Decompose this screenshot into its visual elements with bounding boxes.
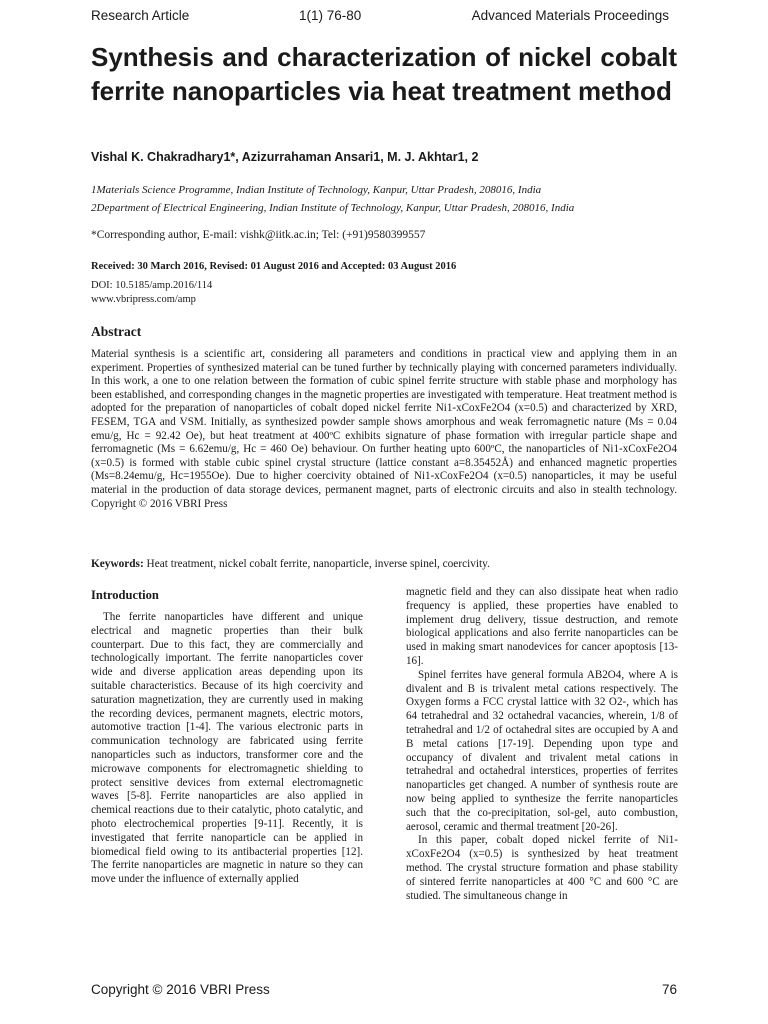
running-header [91, 8, 669, 26]
doi[interactable]: DOI: 10.5185/amp.2016/114 [91, 280, 213, 291]
introduction-right-column [406, 586, 678, 903]
keywords-text: Heat treatment, nickel cobalt ferrite, nanoparticle, inverse spinel, coercivity. [143, 558, 490, 570]
abstract-body: Material synthesis is a scientific art, considering all parameters and conditions in practical view and applying them in an experiment. Properties of synthesized material can be tuned further by technically playing with concerned parameters individually. In this work, a one to one relation between the formation of cubic spinel ferrite structure with stable phase and morphology has been established, and corresponding changes in the magnetic properties are investigated with temperature. Heat treatment method is adopted for the preparation of nanoparticles of cobalt doped nickel ferrite Ni1-xCoxFe2O4 (x=0.5) and characterized by XRD, FESEM, TGA and VSM. Initially, as synthesized powder sample shows amorphous and weak ferromagnetic nature (Ms = 0.04 emu/g, Hc = 92.42 Oe), but heat treatment at 400ºC exhibits signature of phase formation with irregular particle shape and ferromagnetic (Ms = 6.62emu/g, Hc = 460 Oe) behaviour. On further heating upto 600ºC, the nanoparticles of Ni1-xCoxFe2O4 (x=0.5) is formed with stable cubic spinel crystal structure (lattice constant a=8.35452Å) and enhanced magnetic properties (Ms=8.24emu/g, Hc=1955Oe). Due to higher coercivity obtained of Ni1-xCoxFe2O4 (x=0.5) nanoparticles, it may be useful material in the production of data storage devices, permanent magnet, parts of electronic circuits and also in stealth technology. Copyright © 2016 VBRI Press [91, 348, 677, 510]
intro-paragraph-3: In this paper, cobalt doped nickel ferrite of Ni1-xCoxFe2O4 (x=0.5) is synthesized by heat treatment method. The crystal structure formation and phase stability of sintered ferrite nanoparticles at 400 °C and 600 °C are studied. The simultaneous change in [406, 834, 678, 902]
page-number: 76 [662, 982, 678, 997]
journal-website-link[interactable]: www.vbripress.com/amp [91, 294, 196, 305]
affiliation-2: 2Department of Electrical Engineering, Indian Institute of Technology, Kanpur, Uttar Pradesh, 208016, India [91, 202, 575, 214]
introduction-left-column [91, 611, 363, 887]
volume-pages: 1(1) 76-80 [299, 8, 362, 23]
corresponding-author: *Corresponding author, E-mail: vishk@iitk.ac.in; Tel: (+91)9580399557 [91, 229, 426, 241]
article-type: Research Article [91, 8, 190, 23]
footer-copyright: Copyright © 2016 VBRI Press [91, 982, 270, 997]
intro-paragraph-1: The ferrite nanoparticles have different and unique electrical and magnetic properties than their bulk counterpart. Due to this fact, they are commercially and technologically important. The ferrite nanoparticles cover wide and diverse application areas depending upon its suitable characteristics. Because of its high coercivity and saturation magnetization, they are currently used in making the recording devices, permanent magnets, electric motors, automotive traction [1-4]. The various electronic parts in communication technology are fabricated using ferrite nanoparticles such as inductors, transformer core and the microwave components for electromagnetic shielding to protect sensitive devices from external electromagnetic waves [5-8]. Ferrite nanoparticles are also applied in chemical reactions due to their catalytic, photo catalytic, and photo electrochemical properties [9-11]. Recently, it is investigated that ferrite nanoparticle can be applied in biomedical field owing to its antibacterial properties [12]. The ferrite nanoparticles are magnetic in nature so they can move under the influence of externally applied [91, 611, 363, 886]
intro-paragraph-2: Spinel ferrites have general formula AB2O4, where A is divalent and B is trivalent metal cations respectively. The Oxygen forms a FCC crystal lattice with 32 O2-, which has 64 tetrahedral and 32 octahedral vacancies, wherein, 1/8 of tetrahedral and 1/2 of octahedral sites are occupied by A and B metal cations [17-19]. Depending upon type and occupancy of divalent and trivalent metal cations in tetrahedral and octahedral interstices, properties of ferrites nanoparticles get changed. A number of synthesis route are now being applied to synthesize the ferrite nanoparticles such that the co-precipitation, sol-gel, auto combustion, aerosol, ceramic and thermal treatment [20-26]. [406, 668, 678, 833]
keywords [91, 558, 677, 570]
affiliation-1: 1Materials Science Programme, Indian Institute of Technology, Kanpur, Uttar Pradesh, 208016, India [91, 184, 542, 196]
abstract-heading: Abstract [91, 324, 142, 339]
author-list: Vishal K. Chakradhary1*, Azizurrahaman Ansari1, M. J. Akhtar1, 2 [91, 150, 479, 164]
keywords-label: Keywords: [91, 558, 144, 570]
introduction-heading: Introduction [91, 588, 159, 602]
intro-paragraph-1-cont: magnetic field and they can also dissipate heat when radio frequency is applied, these properties have enabled to implement drug delivery, tissue destruction, and remote biological applications and also ferrite nanoparticles can be used in making smart nanodevices for cancer apoptosis [13-16]. [406, 586, 678, 667]
received-dates: Received: 30 March 2016, Revised: 01 August 2016 and Accepted: 03 August 2016 [91, 261, 457, 272]
paper-title: Synthesis and characterization of nickel cobalt ferrite nanoparticles via heat treatment method [91, 42, 677, 106]
journal-name: Advanced Materials Proceedings [471, 8, 669, 23]
